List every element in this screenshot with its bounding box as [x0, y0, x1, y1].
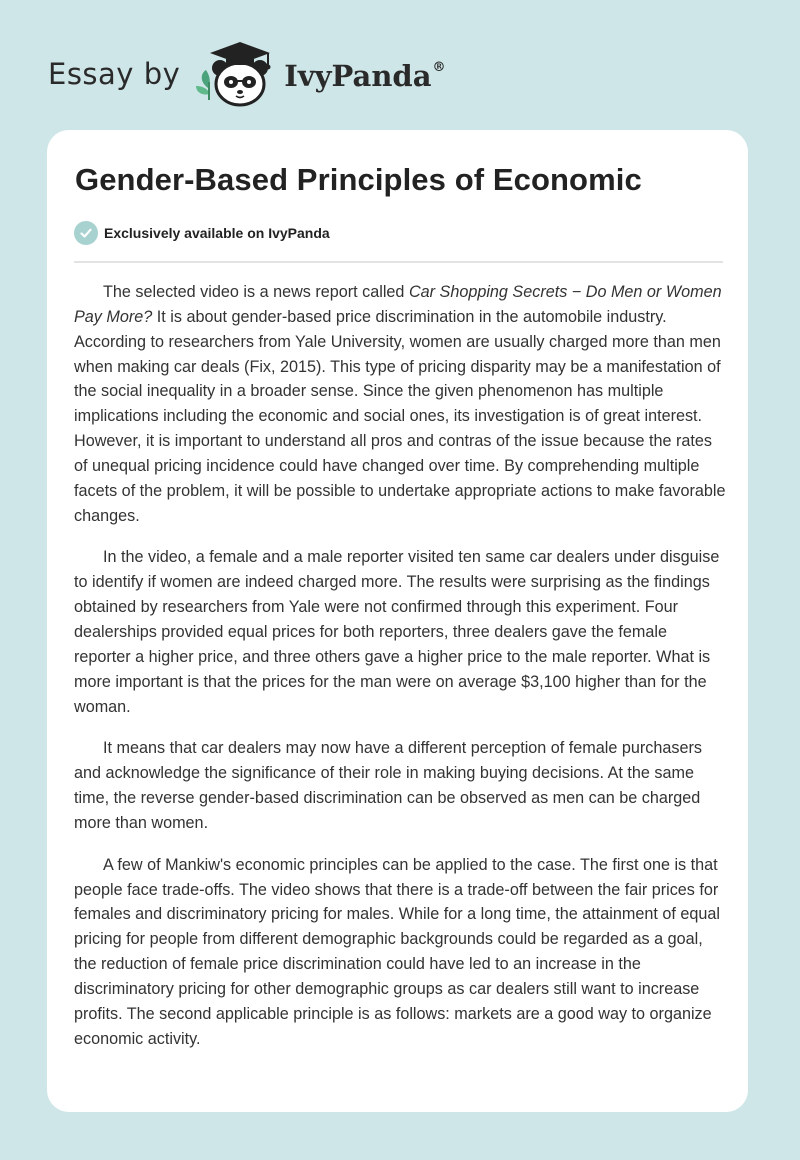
paragraph-3: It means that car dealers may now have a different perception of female purchasers and acknowledge the significance of their role in making buying decisions. At the same time, the reverse gender-based discrimination can be observed as men can be charged more than women.: [74, 739, 702, 832]
exclusive-badge: [74, 221, 330, 245]
panda-logo-icon[interactable]: [190, 38, 282, 110]
paragraph-4: A few of Mankiw's economic principles can be applied to the case. The first one is that people face trade-offs. The video shows that there is a trade-off between the fair prices for females and discriminatory pricing for males. While for a long time, the attainment of equal pricing for people from different demographic backgrounds could be regarded as a goal, the reduction of female price discrimination could have led to an increase in the discriminatory pricing for other demographic groups as car dealers still want to increase profits. The second applicable principle is as follows: markets are a good way to organize economic activity.: [74, 855, 720, 1048]
exclusive-badge-label: Exclusively available on IvyPanda: [104, 225, 330, 241]
essay-card: [47, 130, 748, 1112]
brand-name[interactable]: [284, 59, 445, 93]
essay-body: [74, 280, 726, 1068]
video-title: Car Shopping Secrets − Do Men or Women Pay More?: [74, 283, 722, 326]
checkmark-icon: [74, 221, 98, 245]
essay-title: Gender-Based Principles of Economic: [75, 162, 642, 197]
site-header: [48, 38, 446, 110]
paragraph-2: In the video, a female and a male reporter visited ten same car dealers under disguise to identify if women are indeed charged more. The results were surprising as the findings obtained by researchers from Yale were not confirmed through this experiment. Four dealerships provided equal prices for both reporters, three dealers gave the female reporter a higher price, and three others gave a higher price to the male reporter. What is more important is that the prices for the man were on average $3,100 higher than for the woman.: [74, 548, 720, 716]
paragraph-1: [74, 280, 726, 528]
brand-text: IvyPanda: [284, 59, 432, 93]
registered-mark: ®: [432, 60, 446, 76]
paragraph-1-lead: The selected video is a news report called: [103, 283, 409, 301]
essay-by-label: Essay by: [48, 57, 181, 91]
title-divider: [74, 261, 723, 263]
paragraph-1-rest: It is about gender-based price discrimination in the automobile industry. According to researchers from Yale University, women are usually charged more than men when making car deals (Fix, 2015). This type of pricing disparity may be a manifestation of the social inequality in a broader sense. Since the given phenomenon has multiple implications including the economic and social ones, its investigation is of great interest. However, it is important to understand all pros and contras of the issue because the rates of unequal pricing incidence could have changed over time. By comprehending multiple facets of the problem, it will be possible to undertake appropriate actions to make favorable changes.: [74, 307, 726, 525]
